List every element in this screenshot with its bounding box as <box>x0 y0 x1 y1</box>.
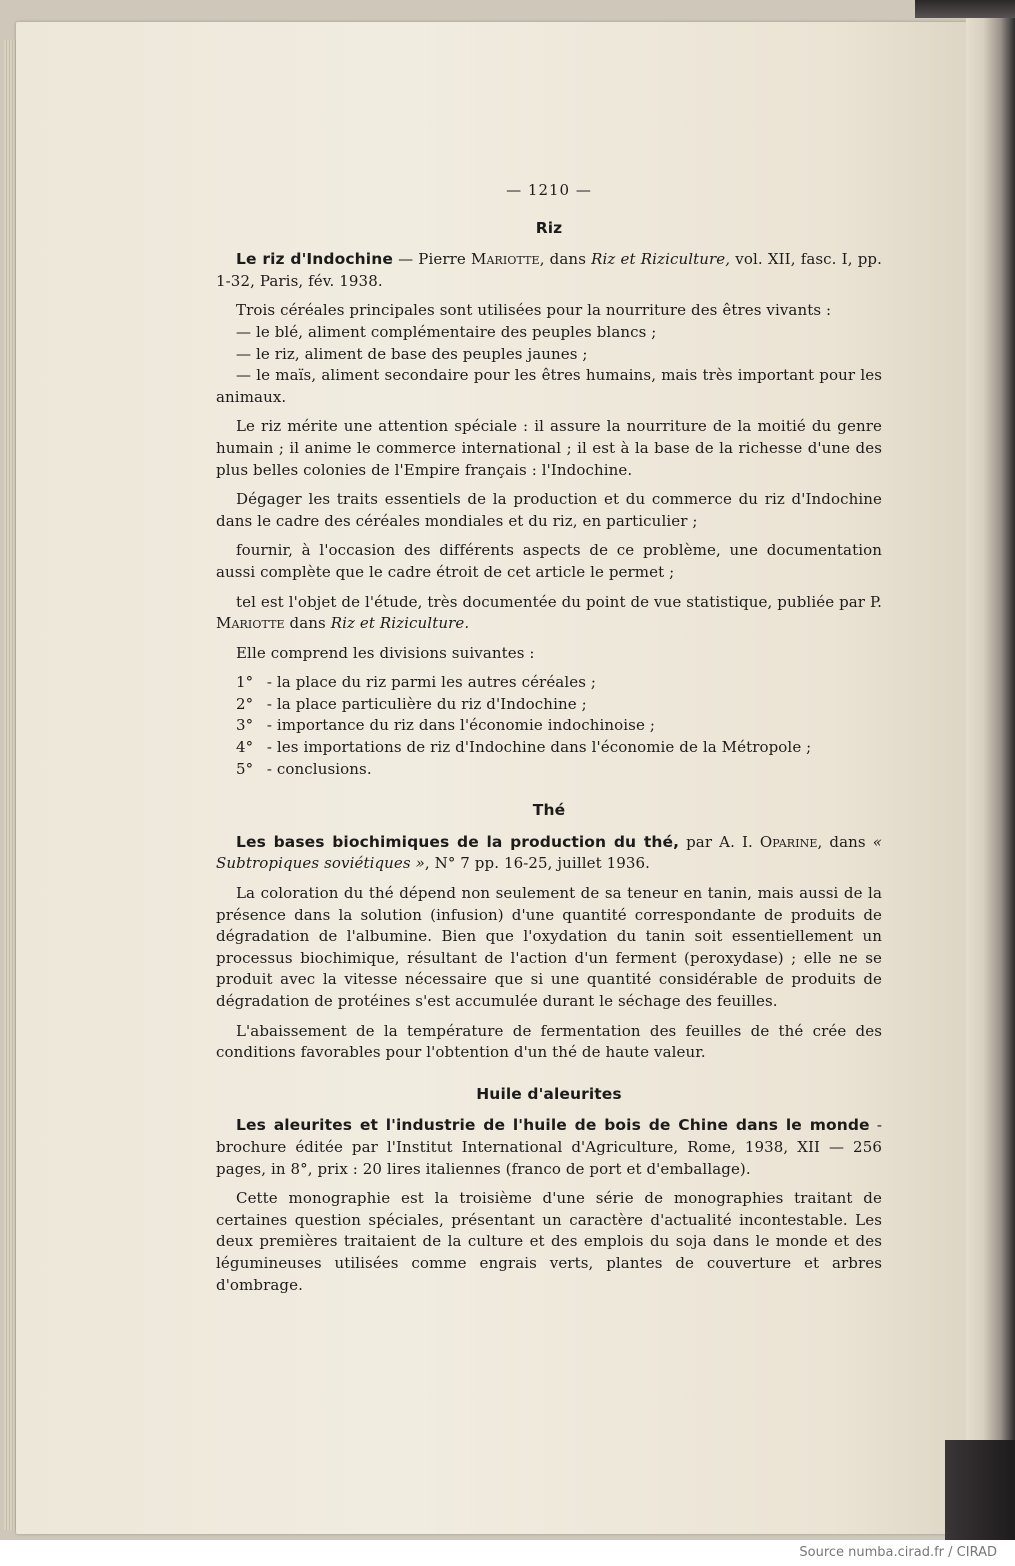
division-text: - la place du riz parmi les autres céréales ; <box>266 673 597 692</box>
cereal-line-mais: — le maïs, aliment secondaire pour les êtres humains, mais très important pour les animaux. <box>216 366 882 406</box>
reference-connector: , dans <box>817 832 873 851</box>
cereal-line-riz: — le riz, aliment de base des peuples jaunes ; <box>236 344 588 363</box>
article-title: Les aleurites et l'industrie de l'huile de bois de Chine dans le monde <box>236 1116 870 1135</box>
cereal-line-ble: — le blé, aliment complémentaire des peuples blancs ; <box>236 322 657 341</box>
reference-connector: , dans <box>539 250 592 269</box>
page-text-block <box>216 180 882 1316</box>
paragraph-cereals-intro: Trois céréales principales sont utilisées pour la nourriture des êtres vivants : <box>236 301 832 320</box>
division-number: 5° <box>236 759 254 778</box>
divisions-list <box>216 672 882 780</box>
reference-separator: — Pierre <box>392 250 472 269</box>
author-name: Mariotte <box>216 614 285 633</box>
reference-details: vol. XII, fasc. I, pp. 1-32, Paris, fév. 1938. <box>216 250 882 290</box>
section-riz <box>216 218 882 781</box>
page-number: — 1210 — <box>506 181 592 199</box>
paragraph-objet <box>216 592 882 635</box>
paragraph-objet-text: tel est l'objet de l'étude, très documentée du point de vue statistique, publiée par P. <box>236 592 882 611</box>
paragraph-monographie: Cette monographie est la troisième d'une série de monographies traitant de certaines question spéciales, présentant un caractère d'actualité incontestable. Les deux premières traitaient de la culture et des emplois du soja dans le monde et des légumineuses utilisées comme engrais verts, plantes de couverture et arbres d'ombrage. <box>216 1189 882 1294</box>
book-gutter <box>966 0 1015 1540</box>
paragraph-degager: Dégager les traits essentiels de la production et du commerce du riz d'Indochine dans le cadre des céréales mondiales et du riz, en particulier ; <box>216 490 882 530</box>
section-heading-the: Thé <box>532 801 566 820</box>
reference-riz <box>216 249 882 292</box>
article-title: Les bases biochimiques de la production du thé, <box>236 832 680 851</box>
journal-name: Riz et Riziculture. <box>330 614 470 633</box>
reference-aleurites <box>216 1115 882 1180</box>
section-heading-riz: Riz <box>535 218 563 237</box>
division-item <box>216 715 882 737</box>
division-number: 2° <box>236 694 254 713</box>
author-name: Mariotte <box>471 250 540 269</box>
division-number: 3° <box>236 716 254 735</box>
division-text: - les importations de riz d'Indochine dans l'économie de la Métropole ; <box>266 738 812 757</box>
division-number: 1° <box>236 673 254 692</box>
division-text: - conclusions. <box>266 759 372 778</box>
article-title: Le riz d'Indochine <box>236 250 393 269</box>
reference-details: , N° 7 pp. 16-25, juillet 1936. <box>424 854 651 873</box>
division-item <box>216 694 882 716</box>
division-number: 4° <box>236 738 254 757</box>
book-binding-bottom <box>945 1440 1015 1540</box>
reference-the <box>216 832 882 875</box>
journal-name: Riz et Riziculture, <box>591 250 731 269</box>
reference-details: - brochure éditée par l'Institut International d'Agriculture, Rome, 1938, XII — 256 pages, in 8°, prix : 20 lires italiennes (franco de port et d'emballage). <box>216 1116 882 1178</box>
paragraph-coloration: La coloration du thé dépend non seulement de sa teneur en tanin, mais aussi de la présence dans la solution (infusion) d'une quantité correspondante de produits de dégradation de l'albumine. Bien que l'oxydation du tanin soit essentiellement un processus biochimique, résultant de l'action d'un ferment (peroxydase) ; elle ne se produit avec la vitesse nécessaire que si une quantité considérable de produits de dégradation de protéines s'est accumulée durant le séchage des feuilles. <box>216 884 882 1010</box>
division-item <box>216 672 882 694</box>
division-item <box>216 737 882 759</box>
division-item <box>216 759 882 781</box>
paragraph-divisions-intro: Elle comprend les divisions suivantes : <box>236 643 535 662</box>
paragraph-abaissement: L'abaissement de la température de fermentation des feuilles de thé crée des conditions favorables pour l'obtention d'un thé de haute valeur. <box>216 1021 882 1062</box>
source-credit: Source numba.cirad.fr / CIRAD <box>799 1545 997 1560</box>
section-heading-aleurites: Huile d'aleurites <box>476 1084 622 1103</box>
book-binding-top <box>915 0 1015 18</box>
paragraph-attention: Le riz mérite une attention spéciale : il assure la nourriture de la moitié du genre humain ; il anime le commerce international ; il est à la base de la richesse d'une des plus belles colonies de l'Empire français : l'Indochine. <box>216 417 882 479</box>
division-text: - importance du riz dans l'économie indochinoise ; <box>266 716 655 735</box>
author-name: Oparine <box>759 832 818 851</box>
section-the <box>216 800 882 1064</box>
paragraph-fournir: fournir, à l'occasion des différents aspects de ce problème, une documentation aussi complète que le cadre étroit de cet article le permet ; <box>216 541 882 581</box>
journal-name: « Subtropiques soviétiques » <box>216 832 882 873</box>
reference-by: par A. I. <box>679 832 760 851</box>
paragraph-objet-connector: dans <box>284 614 331 633</box>
section-aleurites <box>216 1084 882 1296</box>
division-text: - la place particulière du riz d'Indochine ; <box>266 694 587 713</box>
